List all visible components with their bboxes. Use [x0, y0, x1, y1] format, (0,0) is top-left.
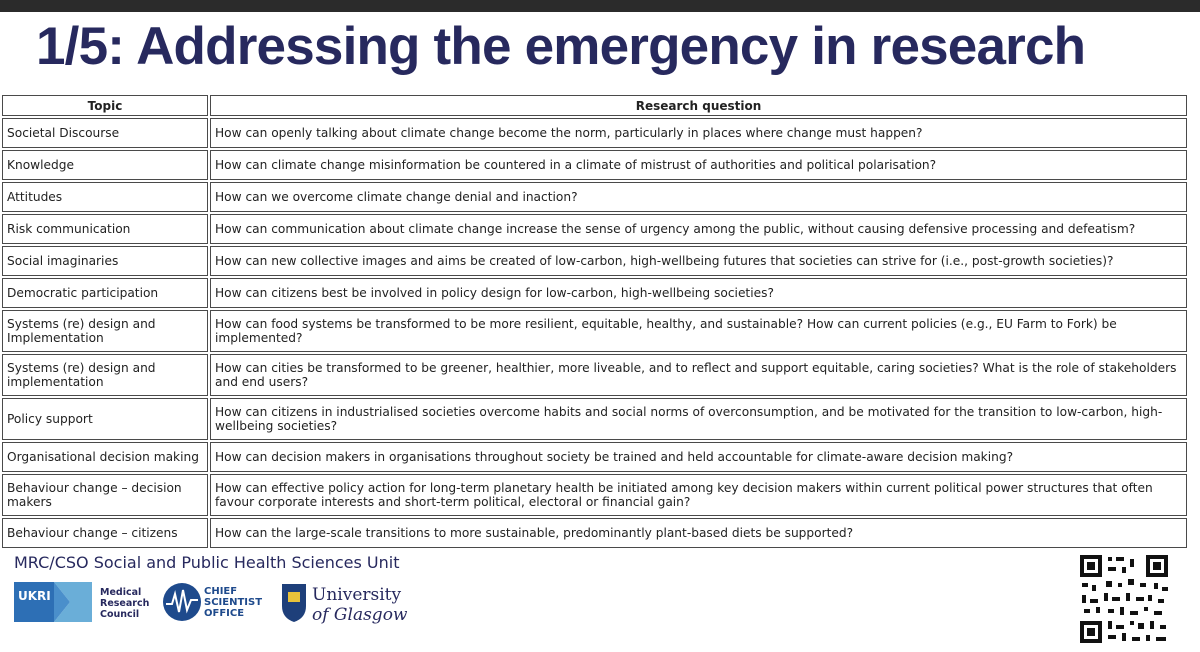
- uog-line-1: University: [312, 585, 402, 605]
- table-row: [2, 278, 1187, 308]
- question-cell: How can openly talking about climate change become the norm, particularly in places where change must happen?: [210, 118, 1187, 148]
- mrc-line-3: Council: [100, 609, 140, 620]
- ukri-logo-text: UKRI: [18, 589, 51, 603]
- question-cell: How can citizens best be involved in policy design for low-carbon, high-wellbeing societies?: [210, 278, 1187, 308]
- topic-cell: Risk communication: [2, 214, 208, 244]
- question-cell: How can we overcome climate change denial and inaction?: [210, 182, 1187, 212]
- topic-cell: Social imaginaries: [2, 246, 208, 276]
- table-row: [2, 398, 1187, 440]
- table-row: [2, 518, 1187, 548]
- question-cell: How can effective policy action for long-term planetary health be initiated among key decision makers within current political power structures that often favour corporate interests and short-term political, electoral or financial gain?: [210, 474, 1187, 516]
- question-cell: How can new collective images and aims be created of low-carbon, high-wellbeing futures that societies can strive for (i.e., post-growth societies)?: [210, 246, 1187, 276]
- topic-cell: Democratic participation: [2, 278, 208, 308]
- table-header-row: [2, 95, 1187, 116]
- table-row: [2, 354, 1187, 396]
- topic-cell: Organisational decision making: [2, 442, 208, 472]
- top-bar: [0, 0, 1200, 12]
- uog-line-2: of Glasgow: [312, 605, 408, 624]
- question-cell: How can climate change misinformation be countered in a climate of mistrust of authorities and political polarisation?: [210, 150, 1187, 180]
- table-row: [2, 118, 1187, 148]
- cso-emblem-icon: [163, 583, 201, 621]
- uog-logo: [282, 584, 408, 624]
- table-row: [2, 442, 1187, 472]
- topic-cell: Behaviour change – decision makers: [2, 474, 208, 516]
- question-cell: How can the large-scale transitions to more sustainable, predominantly plant-based diets be supported?: [210, 518, 1187, 548]
- cso-line-3: OFFICE: [204, 608, 245, 619]
- table-row: [2, 214, 1187, 244]
- table-row: [2, 310, 1187, 352]
- unit-name: MRC/CSO Social and Public Health Sciences Unit: [14, 553, 400, 572]
- topic-cell: Societal Discourse: [2, 118, 208, 148]
- header-research-question: Research question: [210, 95, 1187, 116]
- ukri-logo: [14, 582, 92, 622]
- question-cell: How can cities be transformed to be greener, healthier, more liveable, and to reflect and support equitable, caring societies? What is the role of stakeholders and end users?: [210, 354, 1187, 396]
- topic-cell: Policy support: [2, 398, 208, 440]
- topic-cell: Systems (re) design and implementation: [2, 354, 208, 396]
- research-table: [0, 93, 1189, 550]
- cso-line-2: SCIENTIST: [204, 597, 263, 608]
- slide-title: 1/5: Addressing the emergency in research: [36, 17, 1086, 76]
- header-topic: Topic: [2, 95, 208, 116]
- question-cell: How can decision makers in organisations throughout society be trained and held accountable for climate-aware decision making?: [210, 442, 1187, 472]
- research-table-container: [0, 93, 1183, 550]
- mrc-line-2: Research: [100, 598, 150, 609]
- topic-cell: Systems (re) design and Implementation: [2, 310, 208, 352]
- question-cell: How can food systems be transformed to be more resilient, equitable, healthy, and sustainable? How can current policies (e.g., EU Farm to Fork) be implemented?: [210, 310, 1187, 352]
- uog-crest-icon: [282, 584, 306, 622]
- mrc-line-1: Medical: [100, 587, 142, 598]
- topic-cell: Attitudes: [2, 182, 208, 212]
- table-row: [2, 474, 1187, 516]
- topic-cell: Behaviour change – citizens: [2, 518, 208, 548]
- topic-cell: Knowledge: [2, 150, 208, 180]
- partner-logos: [14, 580, 414, 624]
- question-cell: How can citizens in industrialised societies overcome habits and social norms of overconsumption, and be motivated for the transition to low-carbon, high-wellbeing societies?: [210, 398, 1187, 440]
- table-row: [2, 150, 1187, 180]
- table-row: [2, 182, 1187, 212]
- cso-line-1: CHIEF: [204, 586, 238, 597]
- mrc-logo-text: [100, 587, 150, 620]
- question-cell: How can communication about climate change increase the sense of urgency among the public, without causing defensive processing and defeatism?: [210, 214, 1187, 244]
- table-row: [2, 246, 1187, 276]
- qr-code-icon: [1078, 553, 1170, 645]
- cso-logo: [163, 583, 262, 621]
